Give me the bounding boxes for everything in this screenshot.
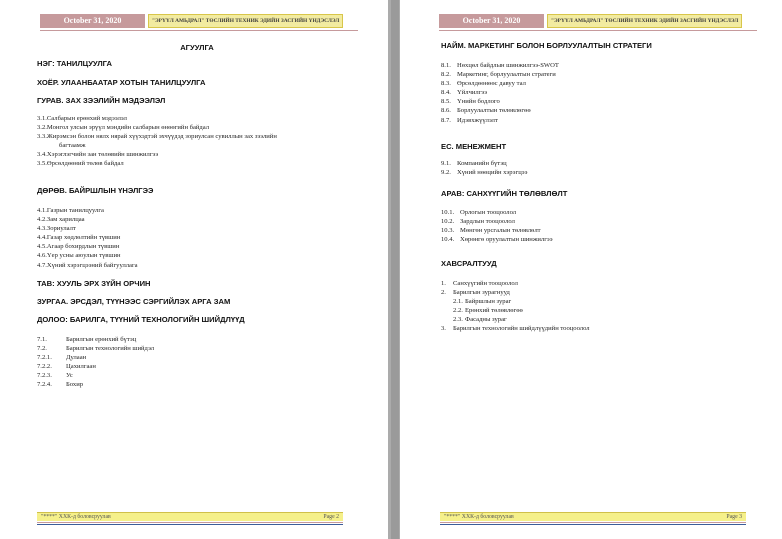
toc-item-text: Үйлчилгээ: [457, 89, 488, 97]
toc-item[interactable]: [441, 226, 553, 235]
header-title: "ЭРҮҮЛ АМЬДРАЛ" ТӨСЛИЙН ТЕХНИК ЭДИЙН ЗАСГИЙН ҮНДЭСЛЭЛ: [148, 14, 343, 28]
toc-item-number: 8.3.: [441, 80, 451, 88]
toc-section-10-items: [441, 208, 553, 244]
toc-item[interactable]: [441, 106, 559, 115]
toc-item-number: 7.2.3.: [37, 372, 52, 380]
toc-item-number: 2.1.: [453, 298, 463, 306]
toc-item[interactable]: [37, 353, 154, 362]
toc-item[interactable]: [441, 159, 527, 168]
toc-item[interactable]: [441, 116, 559, 125]
toc-item[interactable]: [441, 288, 590, 297]
toc-item-text: Мөнгөн урсгалын төлөвлөлт: [460, 227, 541, 235]
toc-item-number: 8.2.: [441, 71, 451, 79]
toc-section-8-items: [441, 61, 559, 125]
toc-item-text: Барилгын ерөнхий бүтэц: [66, 336, 137, 343]
toc-item[interactable]: [441, 70, 559, 79]
toc-item[interactable]: [37, 335, 154, 344]
toc-item-text: Хөрөнгө оруулалтын шинжилгээ: [460, 236, 553, 244]
toc-section-7[interactable]: ДОЛОО: БАРИЛГА, ТҮҮНИЙ ТЕХНОЛОГИЙН ШИЙДЛҮҮД: [37, 315, 245, 324]
toc-item-text: Борлуулалтын төлөвлөгөө: [457, 107, 531, 115]
toc-title: АГУУЛГА: [180, 43, 214, 52]
toc-item-number: 8.7.: [441, 116, 451, 124]
toc-item[interactable]: [441, 79, 559, 88]
toc-item-number: 10.1.: [441, 209, 455, 216]
toc-item-text: Компанийн бүтэц: [457, 160, 507, 167]
toc-item-number: 8.1.: [441, 62, 451, 69]
toc-section-1[interactable]: НЭГ: ТАНИЛЦУУЛГА: [37, 59, 112, 68]
toc-appendix-items: [441, 279, 590, 334]
footer-page-number: Page 2: [323, 514, 339, 520]
toc-item-text: Барилгын зурагнууд: [453, 289, 510, 297]
toc-item-text: Бохир: [66, 381, 84, 389]
footer-page-number: Page 3: [726, 514, 742, 520]
document-page-2: [0, 0, 388, 539]
toc-item-number: 3.: [441, 325, 446, 333]
page-gutter: [391, 0, 399, 539]
toc-item-number: 7.2.2.: [37, 363, 52, 371]
toc-item[interactable]: [441, 235, 553, 244]
toc-item-text: Орлогын тооцоолол: [460, 209, 517, 216]
page-header: [40, 14, 343, 28]
toc-item-number: 7.1.: [37, 336, 47, 343]
toc-item-text: Барилгын технологийн шийдэл: [66, 345, 155, 353]
toc-item[interactable]: [441, 279, 590, 288]
toc-item[interactable]: 3.2.Монгол улсын эрүүл мэндийн салбарын өнөөгийн байдал: [37, 124, 210, 132]
toc-item-text: Идэвхжүүлэлт: [457, 116, 498, 124]
page-header: [439, 14, 742, 28]
toc-item-text: Фасадны зураг: [465, 316, 507, 324]
toc-section-3-items: [37, 114, 342, 169]
toc-item-number: 9.2.: [441, 169, 451, 177]
toc-item-number: 7.2.: [37, 345, 47, 353]
toc-item[interactable]: [441, 168, 527, 177]
toc-item-number: 8.6.: [441, 107, 451, 115]
toc-item-text: Маркетинг, борлуулалтын стратеги: [457, 71, 556, 79]
toc-item[interactable]: [441, 297, 590, 306]
toc-item-number: 7.2.1.: [37, 354, 52, 362]
toc-item-number: 2.: [441, 289, 446, 297]
toc-item[interactable]: [37, 371, 154, 380]
toc-item-text: Нөхцөл байдлын шинжилгээ-SWOT: [457, 62, 559, 69]
toc-item[interactable]: 3.4.Хэрэглэгчийн зан төлөвийн шинжилгээ: [37, 151, 159, 159]
toc-item-text: Цахилгаан: [66, 363, 96, 371]
toc-item[interactable]: [37, 344, 154, 353]
toc-item-number: 10.4.: [441, 236, 455, 244]
document-page-3: [400, 0, 782, 539]
toc-section-3[interactable]: ГУРАВ. ЗАХ ЗЭЭЛИЙН МЭДЭЭЛЭЛ: [37, 96, 166, 105]
toc-item[interactable]: [441, 315, 590, 324]
toc-item[interactable]: 3.5.Өрсөлдөөний төлөв байдал: [37, 160, 124, 168]
toc-item[interactable]: [441, 97, 559, 106]
footer-company: "****" ХХК-д боловсруулав: [444, 514, 514, 520]
toc-item[interactable]: 4.6.Үер усны аюулын түвшин: [37, 252, 121, 260]
toc-section-appendices[interactable]: ХАВСРАЛТУУД: [441, 259, 497, 268]
header-rule: [40, 30, 358, 31]
toc-item[interactable]: [441, 324, 590, 333]
toc-section-9-items: [441, 159, 527, 177]
toc-item[interactable]: 4.3.Зориулалт: [37, 225, 76, 233]
toc-section-4-items: [37, 206, 138, 270]
toc-item[interactable]: 4.1.Газрын танилцуулга: [37, 207, 104, 214]
toc-item[interactable]: 4.7.Хүний хэрэгцээний байгууллага: [37, 261, 138, 269]
page-footer: [440, 512, 746, 521]
header-date: October 31, 2020: [439, 14, 544, 28]
toc-item-text: Байршлын зураг: [465, 298, 512, 306]
toc-item-number: 1.: [441, 280, 446, 287]
toc-item[interactable]: [441, 61, 559, 70]
toc-item-text: Барилгын технологийн шийдлүүдийн тооцоолол: [453, 325, 590, 333]
toc-section-2[interactable]: ХОЁР. УЛААНБААТАР ХОТЫН ТАНИЛЦУУЛГА: [37, 78, 206, 87]
toc-item-number: 10.3.: [441, 227, 455, 235]
toc-item-text: Зардлын тооцоолол: [460, 218, 515, 226]
toc-item-number: 8.5.: [441, 98, 451, 106]
toc-item-text: Өрсөлдөөнөөс давуу тал: [457, 80, 526, 88]
header-title: "ЭРҮҮЛ АМЬДРАЛ" ТӨСЛИЙН ТЕХНИК ЭДИЙН ЗАСГИЙН ҮНДЭСЛЭЛ: [547, 14, 742, 28]
toc-item[interactable]: 4.5.Агаар бохирдлын түвшин: [37, 243, 120, 251]
toc-item-text: Хүний нөөцийн хэрэгцээ: [457, 169, 528, 177]
toc-section-5[interactable]: ТАВ: ХУУЛЬ ЭРХ ЗҮЙН ОРЧИН: [37, 279, 151, 288]
toc-section-7-items: [37, 335, 154, 390]
toc-item-continuation[interactable]: багтаамж: [59, 142, 86, 150]
toc-item-number: 8.4.: [441, 89, 451, 97]
toc-item[interactable]: 3.3.Жирэмсэн болон нялх нярай хүүхэдтэй эхчүүдэд зориулсан сувиллын зах зээлийн: [37, 133, 277, 141]
toc-item[interactable]: [441, 88, 559, 97]
footer-stripe: [440, 522, 746, 525]
toc-section-10[interactable]: АРАВ: САНХҮҮГИЙН ТӨЛӨВЛӨЛТ: [441, 189, 568, 198]
toc-item-text: Үнийн бодлого: [457, 98, 500, 106]
toc-item[interactable]: [441, 208, 553, 217]
toc-section-9[interactable]: ЕС. МЕНЕЖМЕНТ: [441, 142, 507, 151]
toc-section-4[interactable]: ДӨРӨВ. БАЙРШЛЫН ҮНЭЛГЭЭ: [37, 186, 154, 195]
toc-item[interactable]: 4.2.Зам харилцаа: [37, 216, 85, 224]
toc-item-text: Ерөнхий төлөвлөгөө: [465, 307, 523, 315]
toc-item-number: 10.2.: [441, 218, 455, 226]
toc-item-number: 7.2.4.: [37, 381, 52, 389]
page-footer: [37, 512, 343, 521]
toc-item[interactable]: [37, 362, 154, 371]
toc-item-number: 2.2.: [453, 307, 463, 315]
toc-item[interactable]: [441, 306, 590, 315]
toc-item[interactable]: 4.4.Газар хөдлөлтийн түвшин: [37, 234, 121, 242]
toc-item-text: Санхүүгийн тооцоолол: [453, 280, 518, 287]
toc-item-text: Ус: [66, 372, 73, 380]
header-rule: [439, 30, 757, 31]
toc-section-6[interactable]: ЗУРГАА. ЭРСДЭЛ, ТҮҮНЭЭС СЭРГИЙЛЭХ АРГА ЗАМ: [37, 297, 231, 306]
toc-item-number: 2.3.: [453, 316, 463, 324]
toc-item-number: 9.1.: [441, 160, 451, 167]
footer-company: "****" ХХК-д боловсруулав: [41, 514, 111, 520]
header-date: October 31, 2020: [40, 14, 145, 28]
toc-item[interactable]: [441, 217, 553, 226]
toc-section-8[interactable]: НАЙМ. МАРКЕТИНГ БОЛОН БОРЛУУЛАЛТЫН СТРАТЕГИ: [441, 41, 652, 50]
toc-item-text: Дулаан: [66, 354, 87, 362]
footer-stripe: [37, 522, 343, 525]
toc-item[interactable]: 3.1.Салбарын ерөнхий мэдээлэл: [37, 115, 127, 122]
toc-item[interactable]: [37, 380, 154, 389]
